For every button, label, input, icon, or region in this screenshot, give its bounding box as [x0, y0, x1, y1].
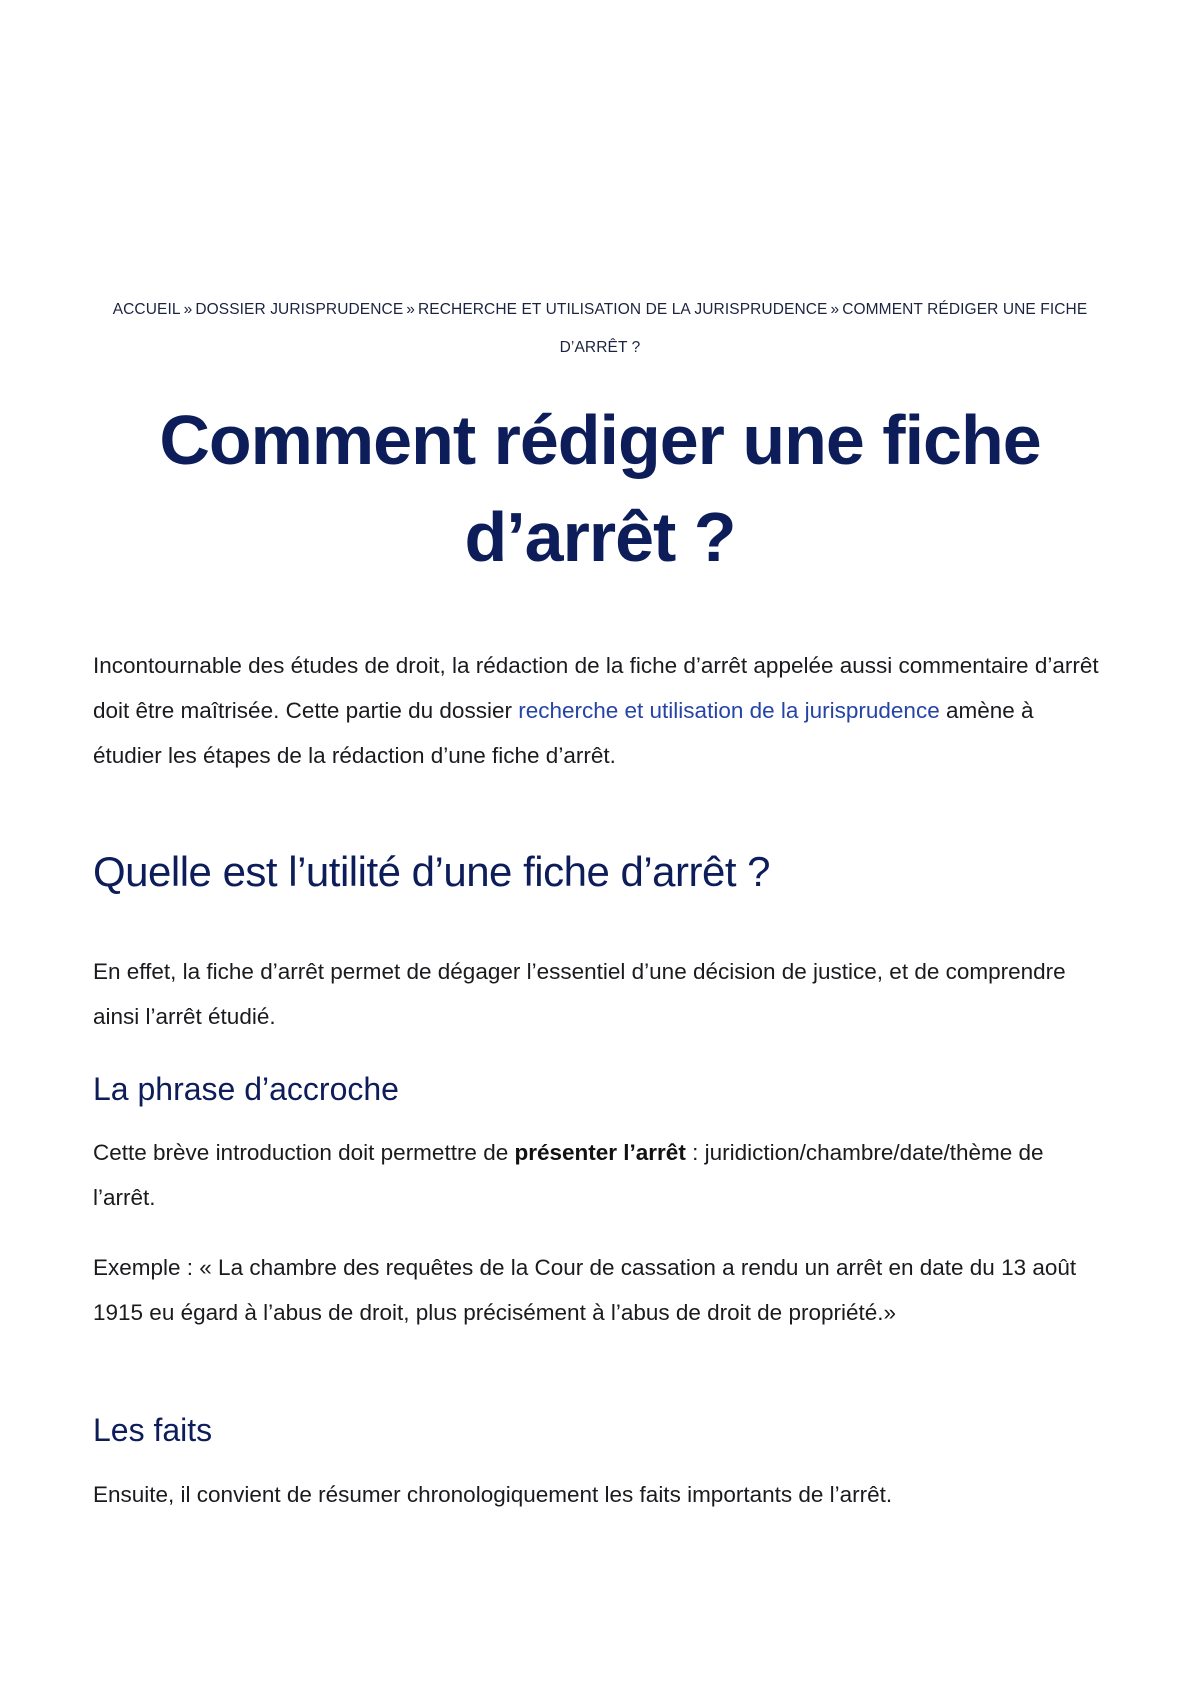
accroche-text-bold: présenter l’arrêt	[514, 1140, 686, 1165]
breadcrumb-item-recherche-utilisation[interactable]: RECHERCHE ET UTILISATION DE LA JURISPRUDENCE	[418, 301, 828, 318]
breadcrumb-item-current: COMMENT RÉDIGER UNE FICHE D’ARRÊT ?	[559, 301, 1088, 356]
breadcrumb-separator: »	[406, 301, 415, 318]
breadcrumb-item-dossier-jurisprudence[interactable]: DOSSIER JURISPRUDENCE	[195, 301, 404, 318]
section-heading-accroche: La phrase d’accroche	[93, 1071, 399, 1107]
intro-text-after: amène à étudier les étapes de la rédaction d’une fiche d’arrêt.	[93, 698, 1034, 768]
utilite-paragraph: En effet, la fiche d’arrêt permet de dégager l’essentiel d’une décision de justice, et de comprendre ainsi l’arrêt étudié.	[93, 959, 1066, 1029]
breadcrumb-item-accueil[interactable]: ACCUEIL	[112, 301, 181, 318]
breadcrumb	[93, 291, 1107, 367]
accroche-paragraph	[93, 1130, 1107, 1220]
intro-text-before: Incontournable des études de droit, la rédaction de la fiche d’arrêt appelée aussi commentaire d’arrêt doit être maîtrisée. Cette partie du dossier	[93, 653, 1099, 723]
faits-paragraph: Ensuite, il convient de résumer chronologiquement les faits importants de l’arrêt.	[93, 1482, 893, 1507]
breadcrumb-separator: »	[830, 301, 840, 318]
page-title: Comment rédiger une fiche d’arrêt ?	[159, 401, 1041, 576]
accroche-text-before: Cette brève introduction doit permettre de	[93, 1140, 515, 1165]
intro-paragraph	[93, 643, 1107, 778]
example-paragraph: Exemple : « La chambre des requêtes de la Cour de cassation a rendu un arrêt en date du 13 août 1915 eu égard à l’abus de droit, plus précisément à l’abus de droit de propriété.»	[93, 1255, 1077, 1325]
section-heading-faits: Les faits	[93, 1412, 213, 1448]
section-heading-utilite: Quelle est l’utilité d’une fiche d’arrêt ?	[93, 848, 771, 895]
accroche-text-after: : juridiction/chambre/date/thème de l’arrêt.	[93, 1140, 1044, 1210]
dossier-link[interactable]: recherche et utilisation de la jurisprudence	[518, 698, 940, 723]
breadcrumb-separator: »	[183, 301, 193, 318]
